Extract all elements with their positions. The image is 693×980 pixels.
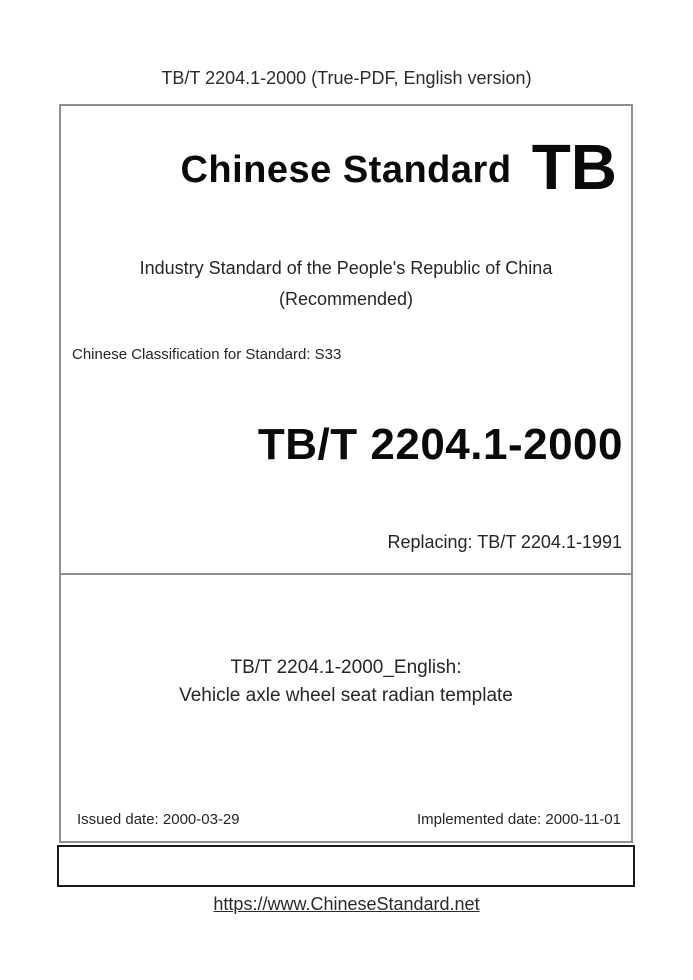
- replacing-line: Replacing: TB/T 2204.1-1991: [387, 532, 622, 552]
- footer-url-link[interactable]: https://www.ChineseStandard.net: [213, 894, 480, 914]
- english-title-line-2: Vehicle axle wheel seat radian template: [179, 685, 513, 706]
- issued-date: Issued date: 2000-03-29: [77, 811, 240, 828]
- standard-number: TB/T 2204.1-2000: [257, 420, 623, 469]
- empty-note-box: [57, 845, 635, 887]
- org-line-1: Industry Standard of the People's Republic of China: [139, 258, 553, 278]
- horizontal-divider: [59, 573, 633, 575]
- tb-logo: TB: [531, 131, 617, 203]
- classification-line: Chinese Classification for Standard: S33: [72, 346, 342, 363]
- document-header-line: TB/T 2204.1-2000 (True-PDF, English version): [161, 68, 532, 88]
- english-title-block: [61, 654, 631, 710]
- footer: [0, 893, 693, 915]
- english-title-line-1: TB/T 2204.1-2000_English:: [230, 657, 462, 678]
- implemented-date: Implemented date: 2000-11-01: [416, 811, 621, 828]
- cover-main-box: [59, 104, 633, 843]
- org-line-2: (Recommended): [278, 289, 414, 309]
- dates-row: [61, 812, 631, 827]
- org-block: [61, 253, 631, 315]
- brand-title: Chinese Standard: [180, 149, 512, 191]
